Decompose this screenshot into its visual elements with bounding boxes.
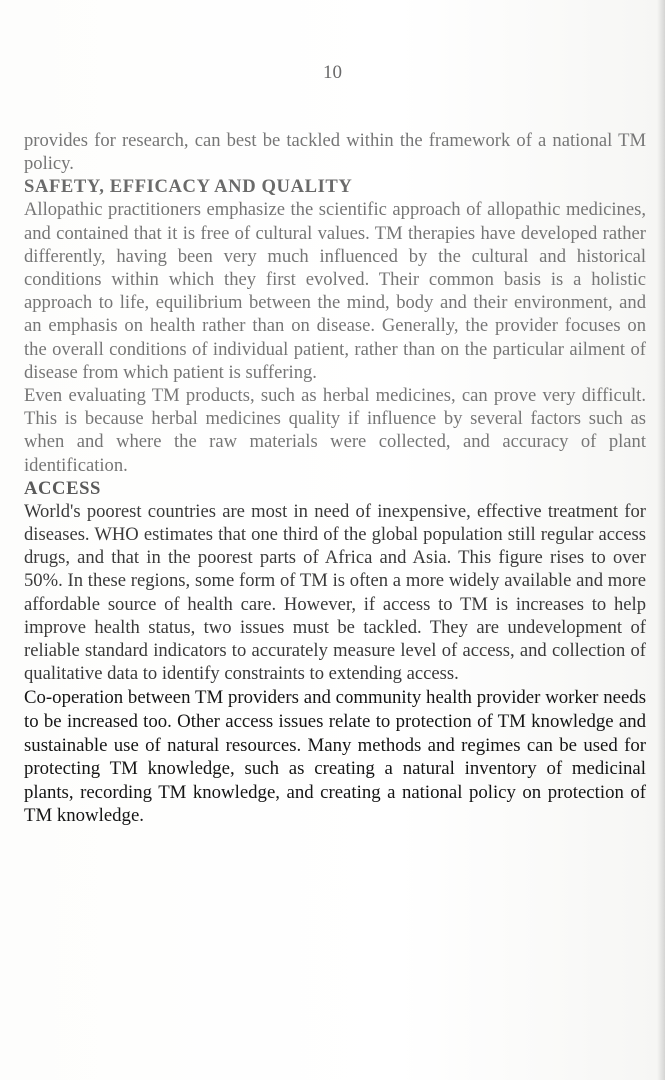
page-body [24, 129, 646, 828]
paragraph-world-poorest: World's poorest countries are most in need of inexpensive, effective treatment for diseases. WHO estimates that one third of the global population still regular access drugs, and that in the poorest parts of Africa and Asia. This figure rises to over 50%. In these regions, some form of TM is often a more widely available and more affordable source of health care. However, if access to TM is increases to help improve health status, two issues must be tackled. They are undevelopment of reliable standard indicators to accurately measure level of access, and collection of qualitative data to identify constraints to extending access. [24, 500, 646, 685]
paragraph-allopathic: Allopathic practitioners emphasize the scientific approach of allopathic medicines, and contained that it is free of cultural values. TM therapies have developed rather differently, having been very much influenced by the cultural and historical conditions within which they first evolved. Their common basis is a holistic approach to life, equilibrium between the mind, body and their environment, and an emphasis on health rather than on disease. Generally, the provider focuses on the overall conditions of individual patient, rather than on the particular ailment of disease from which patient is suffering. [24, 199, 646, 383]
section-heading-safety: SAFETY, EFFICACY AND QUALITY [24, 176, 353, 198]
page-number: 10 [323, 62, 342, 83]
paragraph-intro: provides for research, can best be tackled within the framework of a national TM policy. [24, 130, 646, 175]
section-heading-access: ACCESS [24, 477, 101, 499]
paragraph-cooperation: Co-operation between TM providers and community health provider worker needs to be increased too. Other access issues relate to protection of TM knowledge and sustainable use of natural resources. Many methods and regimes can be used for protecting TM knowledge, such as creating a natural inventory of medicinal plants, recording TM knowledge, and creating a national policy on protection of TM knowledge. [24, 687, 646, 827]
page-edge-shadow [657, 0, 665, 1080]
paragraph-evaluating: Even evaluating TM products, such as herbal medicines, can prove very difficult. This is because herbal medicines quality if influence by several factors such as when and where the raw materials were collected, and accuracy of plant identification. [24, 385, 646, 476]
